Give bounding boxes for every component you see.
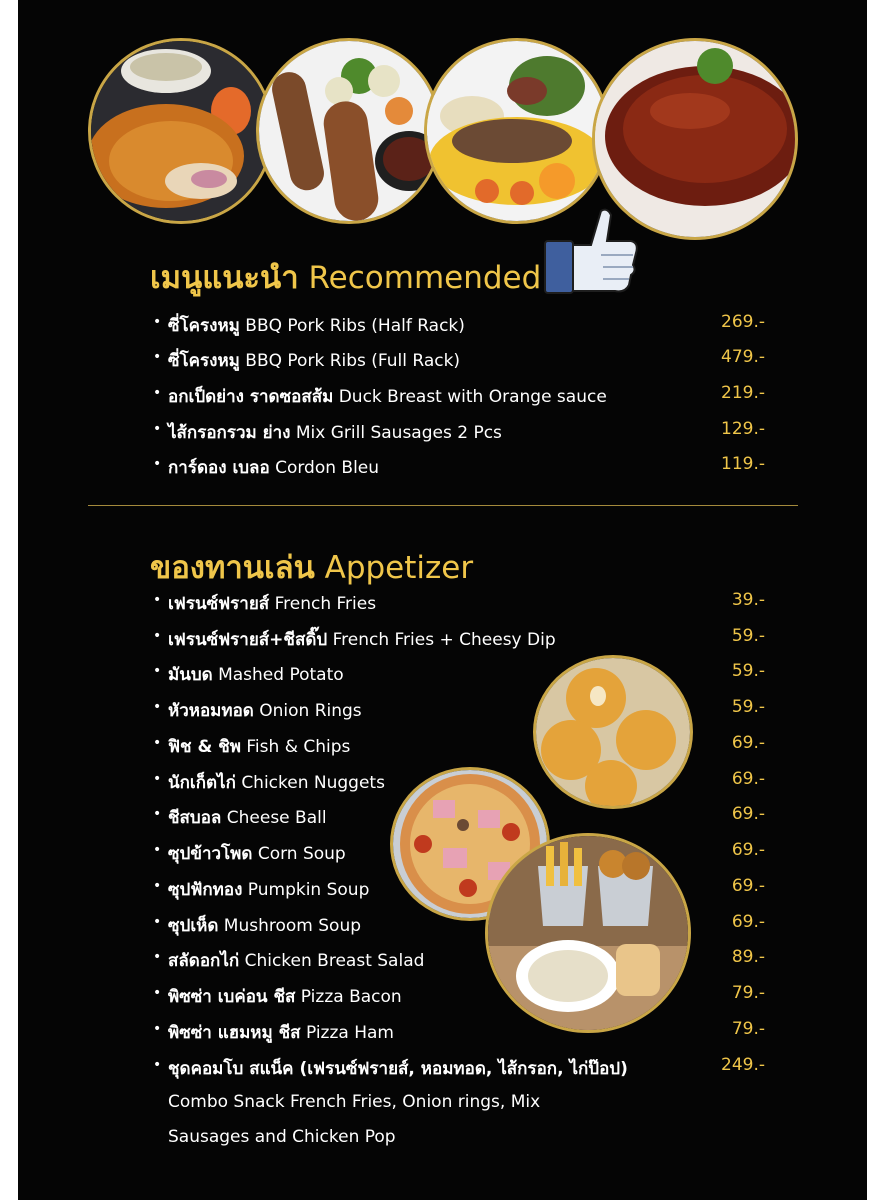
menu-item — [153, 876, 765, 906]
item-name-th: ฟิช & ชิพ — [168, 737, 241, 757]
item-name-en: Fish & Chips — [246, 737, 351, 757]
item-name-en: Pumpkin Soup — [247, 880, 370, 900]
menu-item — [153, 769, 765, 799]
item-name-th: หัวหอมทอด — [168, 701, 254, 721]
item-price: 69.- — [731, 733, 765, 753]
menu-item — [153, 983, 765, 1013]
item-price: 59.- — [731, 626, 765, 646]
menu-item — [153, 1019, 765, 1049]
bullet: • — [153, 663, 162, 679]
bullet: • — [153, 1057, 162, 1073]
bullet: • — [153, 806, 162, 822]
recommended-heading-th: เมนูแนะนำ — [150, 260, 299, 296]
bullet: • — [153, 842, 162, 858]
menu-item — [153, 454, 765, 484]
item-name-th: ไส้กรอกรวม ย่าง — [168, 423, 291, 443]
item-name-en: BBQ Pork Ribs (Half Rack) — [245, 316, 465, 336]
menu-item — [153, 626, 765, 656]
item-price: 129.- — [721, 419, 765, 439]
cordon-bleu-photo — [88, 38, 274, 224]
bullet: • — [153, 628, 162, 644]
item-name-en: Duck Breast with Orange sauce — [338, 387, 607, 407]
menu-item — [153, 661, 765, 691]
recommended-heading-en: Recommended — [308, 260, 542, 296]
item-name-th: ซี่โครงหมู — [168, 351, 240, 371]
menu-item — [153, 1055, 765, 1085]
item-price: 69.- — [731, 804, 765, 824]
item-name-en: Mushroom Soup — [223, 916, 362, 936]
menu-item — [153, 347, 765, 377]
item-name-th: ซี่โครงหมู — [168, 316, 240, 336]
bullet: • — [153, 735, 162, 751]
item-price: 59.- — [731, 697, 765, 717]
combo-description-line: Sausages and Chicken Pop — [168, 1127, 396, 1147]
item-name-en: Mix Grill Sausages 2 Pcs — [295, 423, 502, 443]
thumbs-up-icon — [541, 205, 641, 295]
recommended-heading — [150, 252, 541, 302]
bullet: • — [153, 914, 162, 930]
item-name-th: การ์ดอง เบลอ — [168, 458, 270, 478]
item-price: 479.- — [721, 347, 765, 367]
item-name-en: French Fries — [274, 594, 377, 614]
bullet: • — [153, 1021, 162, 1037]
menu-item — [153, 804, 765, 834]
item-name-th: มันบด — [168, 665, 213, 685]
menu-page — [18, 0, 867, 1200]
menu-item — [153, 383, 765, 413]
section-divider — [88, 505, 798, 506]
item-name-th: พิซซ่า เบค่อน ชีส — [168, 987, 296, 1007]
appetizer-heading-th: ของทานเล่น — [150, 550, 315, 586]
item-name-th: ซุปเห็ด — [168, 916, 219, 936]
menu-item — [153, 312, 765, 342]
bullet: • — [153, 385, 162, 401]
bullet: • — [153, 985, 162, 1001]
item-name-en: Pizza Ham — [305, 1023, 394, 1043]
bullet: • — [153, 949, 162, 965]
item-name-th: เฟรนซ์ฟรายส์ — [168, 594, 270, 614]
bullet: • — [153, 349, 162, 365]
bullet: • — [153, 878, 162, 894]
menu-item — [153, 419, 765, 449]
item-price: 39.- — [731, 590, 765, 610]
item-name-en: Mashed Potato — [218, 665, 344, 685]
bullet: • — [153, 699, 162, 715]
bullet: • — [153, 592, 162, 608]
item-name-th: ชุดคอมโบ สแน็ค (เฟรนซ์ฟรายส์, หอมทอด, ไส้กรอก, ไก่ป๊อป) — [168, 1059, 628, 1079]
item-price: 59.- — [731, 661, 765, 681]
item-name-th: ซุปข้าวโพด — [168, 844, 253, 864]
item-price: 69.- — [731, 769, 765, 789]
menu-item — [153, 947, 765, 977]
item-name-en: Cheese Ball — [226, 808, 327, 828]
item-name-en: Cordon Bleu — [275, 458, 380, 478]
duck-breast-photo — [424, 38, 610, 224]
item-name-en: BBQ Pork Ribs (Full Rack) — [245, 351, 461, 371]
item-price: 89.- — [731, 947, 765, 967]
item-price: 69.- — [731, 912, 765, 932]
item-price: 79.- — [731, 1019, 765, 1039]
sausage-photo — [256, 38, 442, 224]
bullet: • — [153, 421, 162, 437]
menu-item — [153, 697, 765, 727]
item-name-th: ชีสบอล — [168, 808, 222, 828]
menu-item — [153, 840, 765, 870]
item-price: 219.- — [721, 383, 765, 403]
bullet: • — [153, 456, 162, 472]
item-name-en: Chicken Nuggets — [241, 773, 385, 793]
item-price: 69.- — [731, 876, 765, 896]
item-name-th: ซุปฟักทอง — [168, 880, 243, 900]
item-price: 119.- — [721, 454, 765, 474]
item-name-en: Pizza Bacon — [300, 987, 402, 1007]
bullet: • — [153, 771, 162, 787]
appetizer-heading-en: Appetizer — [324, 550, 474, 586]
menu-item — [153, 590, 765, 620]
item-price: 79.- — [731, 983, 765, 1003]
item-name-en: French Fries + Cheesy Dip — [332, 630, 556, 650]
bullet: • — [153, 314, 162, 330]
item-name-th: สลัดอกไก่ — [168, 951, 240, 971]
item-price: 269.- — [721, 312, 765, 332]
item-price: 249.- — [721, 1055, 765, 1075]
item-name-en: Onion Rings — [259, 701, 362, 721]
item-price: 69.- — [731, 840, 765, 860]
menu-item — [153, 912, 765, 942]
item-name-en: Corn Soup — [257, 844, 346, 864]
item-name-th: พิซซ่า แฮมหมู ชีส — [168, 1023, 301, 1043]
menu-item — [153, 733, 765, 763]
item-name-en: Chicken Breast Salad — [244, 951, 425, 971]
item-name-th: เฟรนซ์ฟรายส์+ชีสดิ๊ป — [168, 630, 328, 650]
item-name-th: นักเก็ตไก่ — [168, 773, 236, 793]
item-name-th: อกเป็ดย่าง ราดซอสส้ม — [168, 387, 334, 407]
appetizer-heading — [150, 542, 473, 592]
combo-description-line: Combo Snack French Fries, Onion rings, Mix — [168, 1092, 541, 1112]
